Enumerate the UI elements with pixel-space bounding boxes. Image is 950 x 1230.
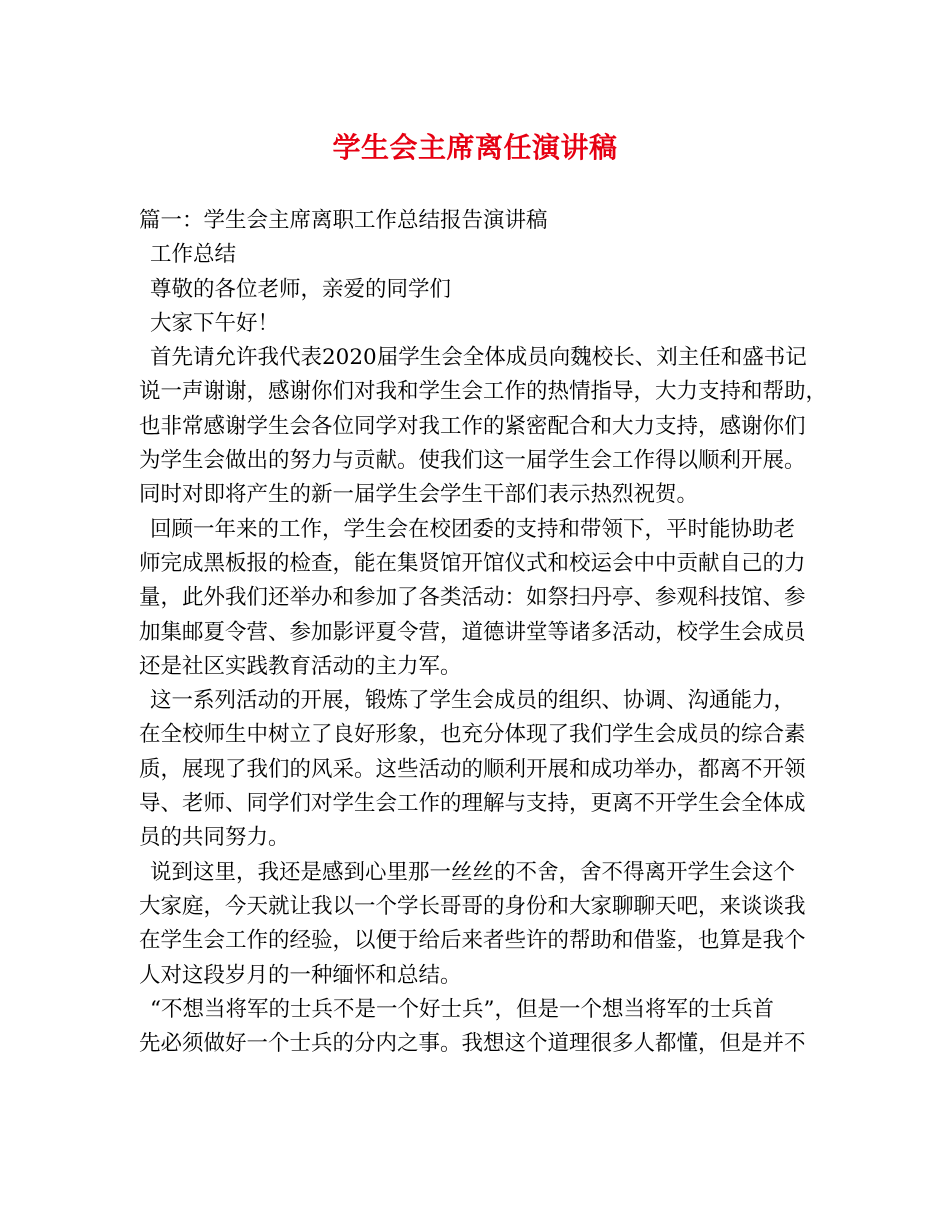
- document-title: 学生会主席离任演讲稿: [332, 131, 618, 164]
- paragraph-line: 这一系列活动的开展，锻炼了学生会成员的组织、协调、沟通能力，: [150, 688, 796, 714]
- paragraph-line: 大家下午好！: [150, 310, 280, 336]
- paragraph-line: 质，展现了我们的风采。这些活动的顺利开展和成功举办，都离不开领: [139, 756, 806, 782]
- paragraph-line: 说到这里，我还是感到心里那一丝丝的不舍，舍不得离开学生会这个: [150, 859, 796, 885]
- paragraph-line: 导、老师、同学们对学生会工作的理解与支持，更离不开学生会全体成: [139, 791, 806, 817]
- paragraph-line: 人对这段岁月的一种缅怀和总结。: [139, 962, 462, 988]
- paragraph-line: 尊敬的各位老师，亲爱的同学们: [150, 276, 452, 302]
- paragraph-line: 员的共同努力。: [139, 825, 290, 851]
- paragraph-line: 加集邮夏令营、参加影评夏令营，道德讲堂等诸多活动，校学生会成员: [139, 619, 806, 645]
- paragraph-line: 回顾一年来的工作，学生会在校团委的支持和带领下，平时能协助老: [150, 516, 796, 542]
- paragraph-line: 说一声谢谢，感谢你们对我和学生会工作的热情指导，大力支持和帮助，: [139, 379, 828, 405]
- paragraph-line: 同时对即将产生的新一届学生会学生干部们表示热烈祝贺。: [139, 482, 699, 508]
- paragraph-line: 在学生会工作的经验，以便于给后来者些许的帮助和借鉴，也算是我个: [139, 928, 806, 954]
- paragraph-line: “不想当将军的士兵不是一个好士兵”，但是一个想当将军的士兵首: [150, 996, 774, 1022]
- section-heading: 篇一：学生会主席离职工作总结报告演讲稿: [139, 208, 548, 233]
- paragraph-line: 首先请允许我代表2020届学生会全体成员向魏校长、刘主任和盛书记: [150, 345, 807, 371]
- paragraph-line: 量，此外我们还举办和参加了各类活动：如祭扫丹亭、参观科技馆、参: [139, 585, 806, 611]
- paragraph-line: 大家庭，今天就让我以一个学长哥哥的身份和大家聊聊天吧，来谈谈我: [139, 893, 806, 919]
- paragraph-line: 为学生会做出的努力与贡献。使我们这一届学生会工作得以顺利开展。: [139, 448, 806, 474]
- paragraph-line: 还是社区实践教育活动的主力军。: [139, 653, 462, 679]
- paragraph-line: 师完成黑板报的检查，能在集贤馆开馆仪式和校运会中中贡献自己的力: [139, 550, 806, 576]
- paragraph-line: 工作总结: [150, 242, 237, 268]
- paragraph-line: 先必须做好一个士兵的分内之事。我想这个道理很多人都懂，但是并不: [139, 1031, 806, 1057]
- paragraph-line: 也非常感谢学生会各位同学对我工作的紧密配合和大力支持，感谢你们: [139, 413, 806, 439]
- document-body: [139, 204, 828, 1061]
- paragraph-line: 在全校师生中树立了良好形象，也充分体现了我们学生会成员的综合素: [139, 722, 806, 748]
